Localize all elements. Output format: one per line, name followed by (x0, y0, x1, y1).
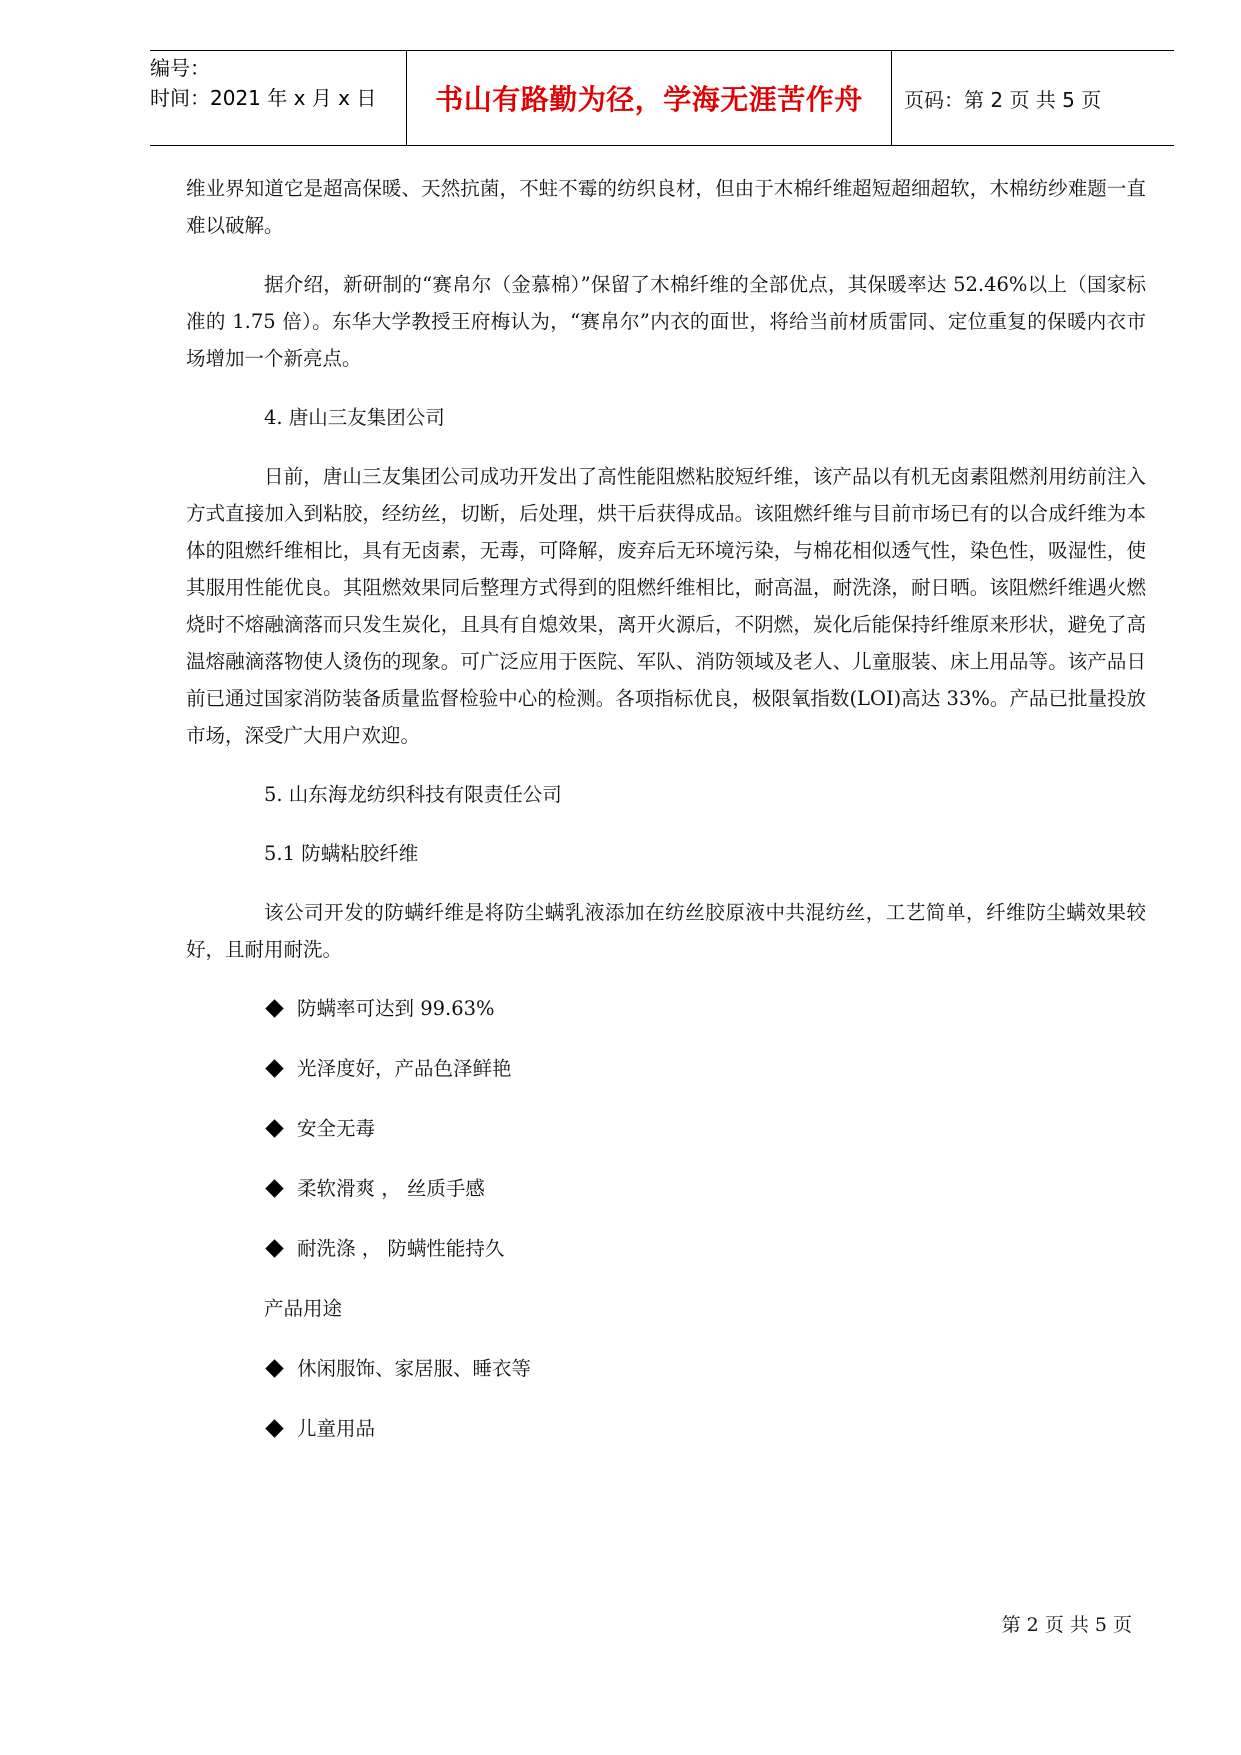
page-header (150, 50, 1174, 146)
paragraph-3: 日前，唐山三友集团公司成功开发出了高性能阻燃粘胶短纤维，该产品以有机无卤素阻燃剂用纺前注入方式直接加入到粘胶，经纺丝，切断，后处理，烘干后获得成品。该阻燃纤维与目前市场已有的以合成纤维为本体的阻燃纤维相比，具有无卤素，无毒，可降解，废弃后无环境污染，与棉花相似透气性，染色性，吸湿性，使其服用性能优良。其阻燃效果同后整理方式得到的阻燃纤维相比，耐高温，耐洗涤，耐日晒。该阻燃纤维遇火燃烧时不熔融滴落而只发生炭化，且具有自熄效果，离开火源后，不阴燃，炭化后能保持纤维原来形状，避免了高温熔融滴落物使人烫伤的现象。可广泛应用于医院、军队、消防领域及老人、儿童服装、床上用品等。该产品日前已通过国家消防装备质量监督检验中心的检测。各项指标优良，极限氧指数(LOI)高达 33%。产品已批量投放市场，深受广大用户欢迎。 (186, 465, 1146, 747)
use-text: 休闲服饰、家居服、睡衣等 (297, 1357, 532, 1380)
section-heading-5-1: 5.1 防螨粘胶纤维 (264, 842, 419, 865)
paragraph-1: 维业界知道它是超高保暖、天然抗菌，不蛀不霉的纺织良材，但由于木棉纤维超短超细超软，木棉纺纱难题一直难以破解。 (186, 177, 1146, 237)
diamond-bullet-icon (265, 1179, 283, 1197)
feature-text: 安全无毒 (297, 1117, 376, 1140)
feature-item (186, 1170, 1146, 1207)
use-item (186, 1410, 1146, 1447)
page-footer: 第 2 页 共 5 页 (1001, 1614, 1132, 1636)
section-heading-4: 4. 唐山三友集团公司 (264, 406, 445, 429)
header-page-cell (892, 51, 1174, 145)
diamond-bullet-icon (265, 1419, 283, 1437)
doc-time-label: 时间：2021 年 x 月 x 日 (150, 86, 377, 110)
diamond-bullet-icon (265, 1059, 283, 1077)
header-left (150, 51, 407, 145)
header-page-info: 页码：第 2 页 共 5 页 (904, 87, 1102, 112)
header-motto: 书山有路勤为径，学海无涯苦作舟 (435, 83, 863, 116)
document-body (186, 170, 1146, 1447)
use-text: 儿童用品 (297, 1417, 376, 1440)
feature-item (186, 1110, 1146, 1147)
feature-text: 防螨率可达到 99.63% (297, 997, 495, 1020)
feature-text: 耐洗涤 ， 防螨性能持久 (297, 1237, 505, 1260)
diamond-bullet-icon (265, 1239, 283, 1257)
diamond-bullet-icon (265, 999, 283, 1017)
uses-heading: 产品用途 (264, 1297, 343, 1320)
feature-item (186, 1050, 1146, 1087)
diamond-bullet-icon (265, 1359, 283, 1377)
paragraph-4: 该公司开发的防螨纤维是将防尘螨乳液添加在纺丝胶原液中共混纺丝，工艺简单，纤维防尘螨效果较好，且耐用耐洗。 (186, 901, 1146, 961)
header-motto-cell (407, 51, 892, 145)
doc-number-label: 编号： (150, 56, 210, 80)
feature-item (186, 990, 1146, 1027)
diamond-bullet-icon (265, 1119, 283, 1137)
feature-item (186, 1230, 1146, 1267)
section-heading-5: 5. 山东海龙纺织科技有限责任公司 (264, 783, 562, 806)
feature-text: 光泽度好，产品色泽鲜艳 (297, 1057, 512, 1080)
paragraph-2: 据介绍，新研制的“赛帛尔（金慕棉）”保留了木棉纤维的全部优点，其保暖率达 52.46%以上（国家标准的 1.75 倍）。东华大学教授王府梅认为，“赛帛尔”内衣的面世，将给当前材质雷同、定位重复的保暖内衣市场增加一个新亮点。 (186, 273, 1146, 370)
feature-text: 柔软滑爽 ， 丝质手感 (297, 1177, 485, 1200)
use-item (186, 1350, 1146, 1387)
